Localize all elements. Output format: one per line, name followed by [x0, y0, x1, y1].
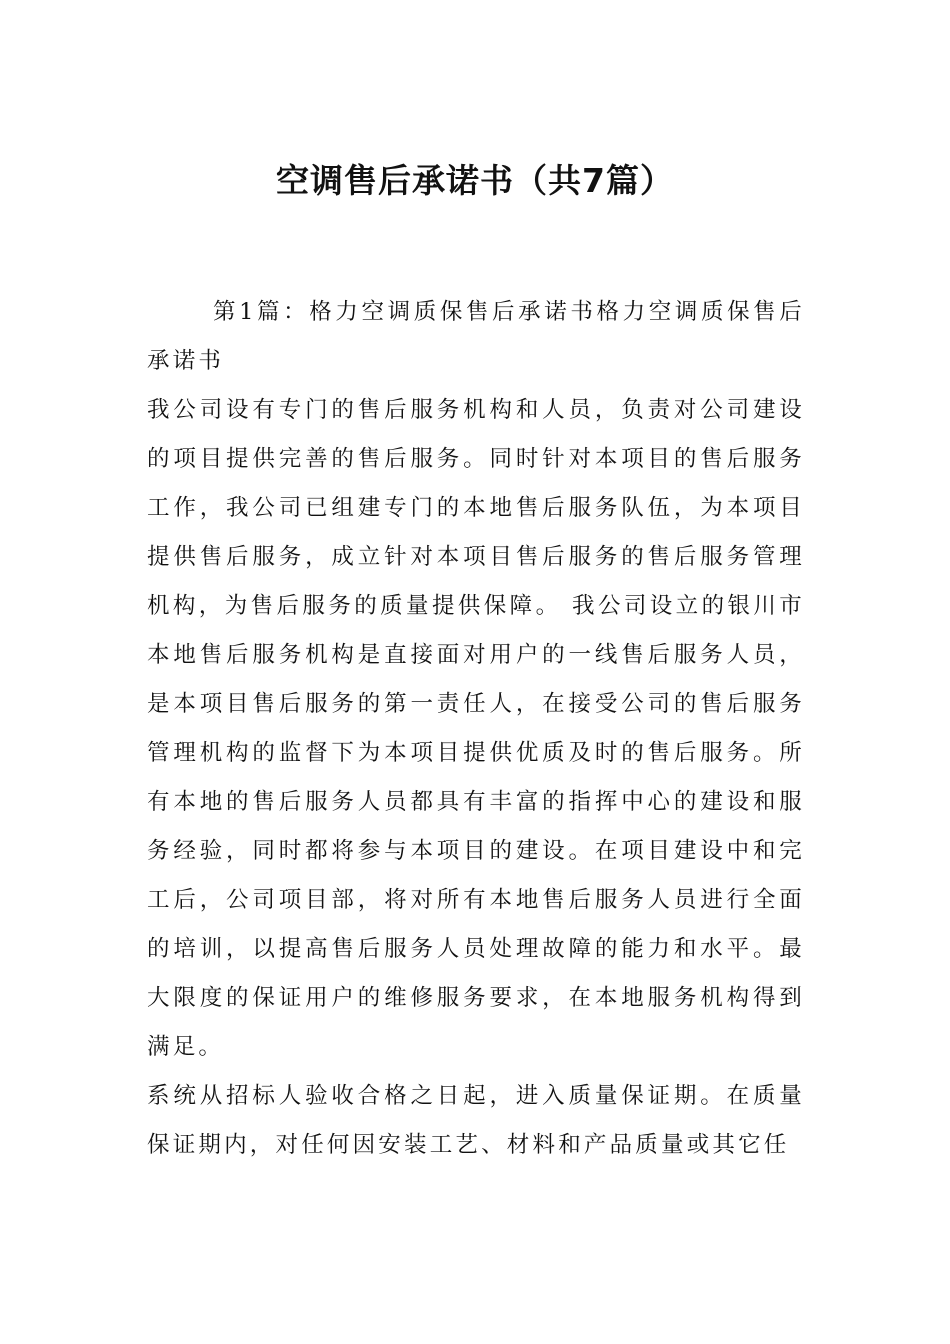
- paragraph-warranty-period: 系统从招标人验收合格之日起，进入质量保证期。在质量保证期内，对任何因安装工艺、材料和产品质量或其它任: [147, 1083, 805, 1158]
- document-body: [147, 288, 805, 1170]
- paragraph-section-heading: 第1篇：格力空调质保售后承诺书格力空调质保售后承诺书: [147, 299, 805, 374]
- paragraph-after-sales-service: 我公司设有专门的售后服务机构和人员，负责对公司建设的项目提供完善的售后服务。同时针对本项目的售后服务工作，我公司已组建专门的本地售后服务队伍，为本项目提供售后服务，成立针对本项目售后服务的售后服务管理机构，为售后服务的质量提供保障。 我公司设立的银川市本地售后服务机构是直接面对用户的一线售后服务人员，是本项目售后服务的第一责任人，在接受公司的售后服务管理机构的监督下为本项目提供优质及时的售后服务。所有本地的售后服务人员都具有丰富的指挥中心的建设和服务经验，同时都将参与本项目的建设。在项目建设中和完工后，公司项目部，将对所有本地售后服务人员进行全面的培训，以提高售后服务人员处理故障的能力和水平。最大限度的保证用户的维修服务要求，在本地服务机构得到满足。: [147, 397, 805, 1060]
- document-title: 空调售后承诺书（共7篇）: [276, 161, 674, 200]
